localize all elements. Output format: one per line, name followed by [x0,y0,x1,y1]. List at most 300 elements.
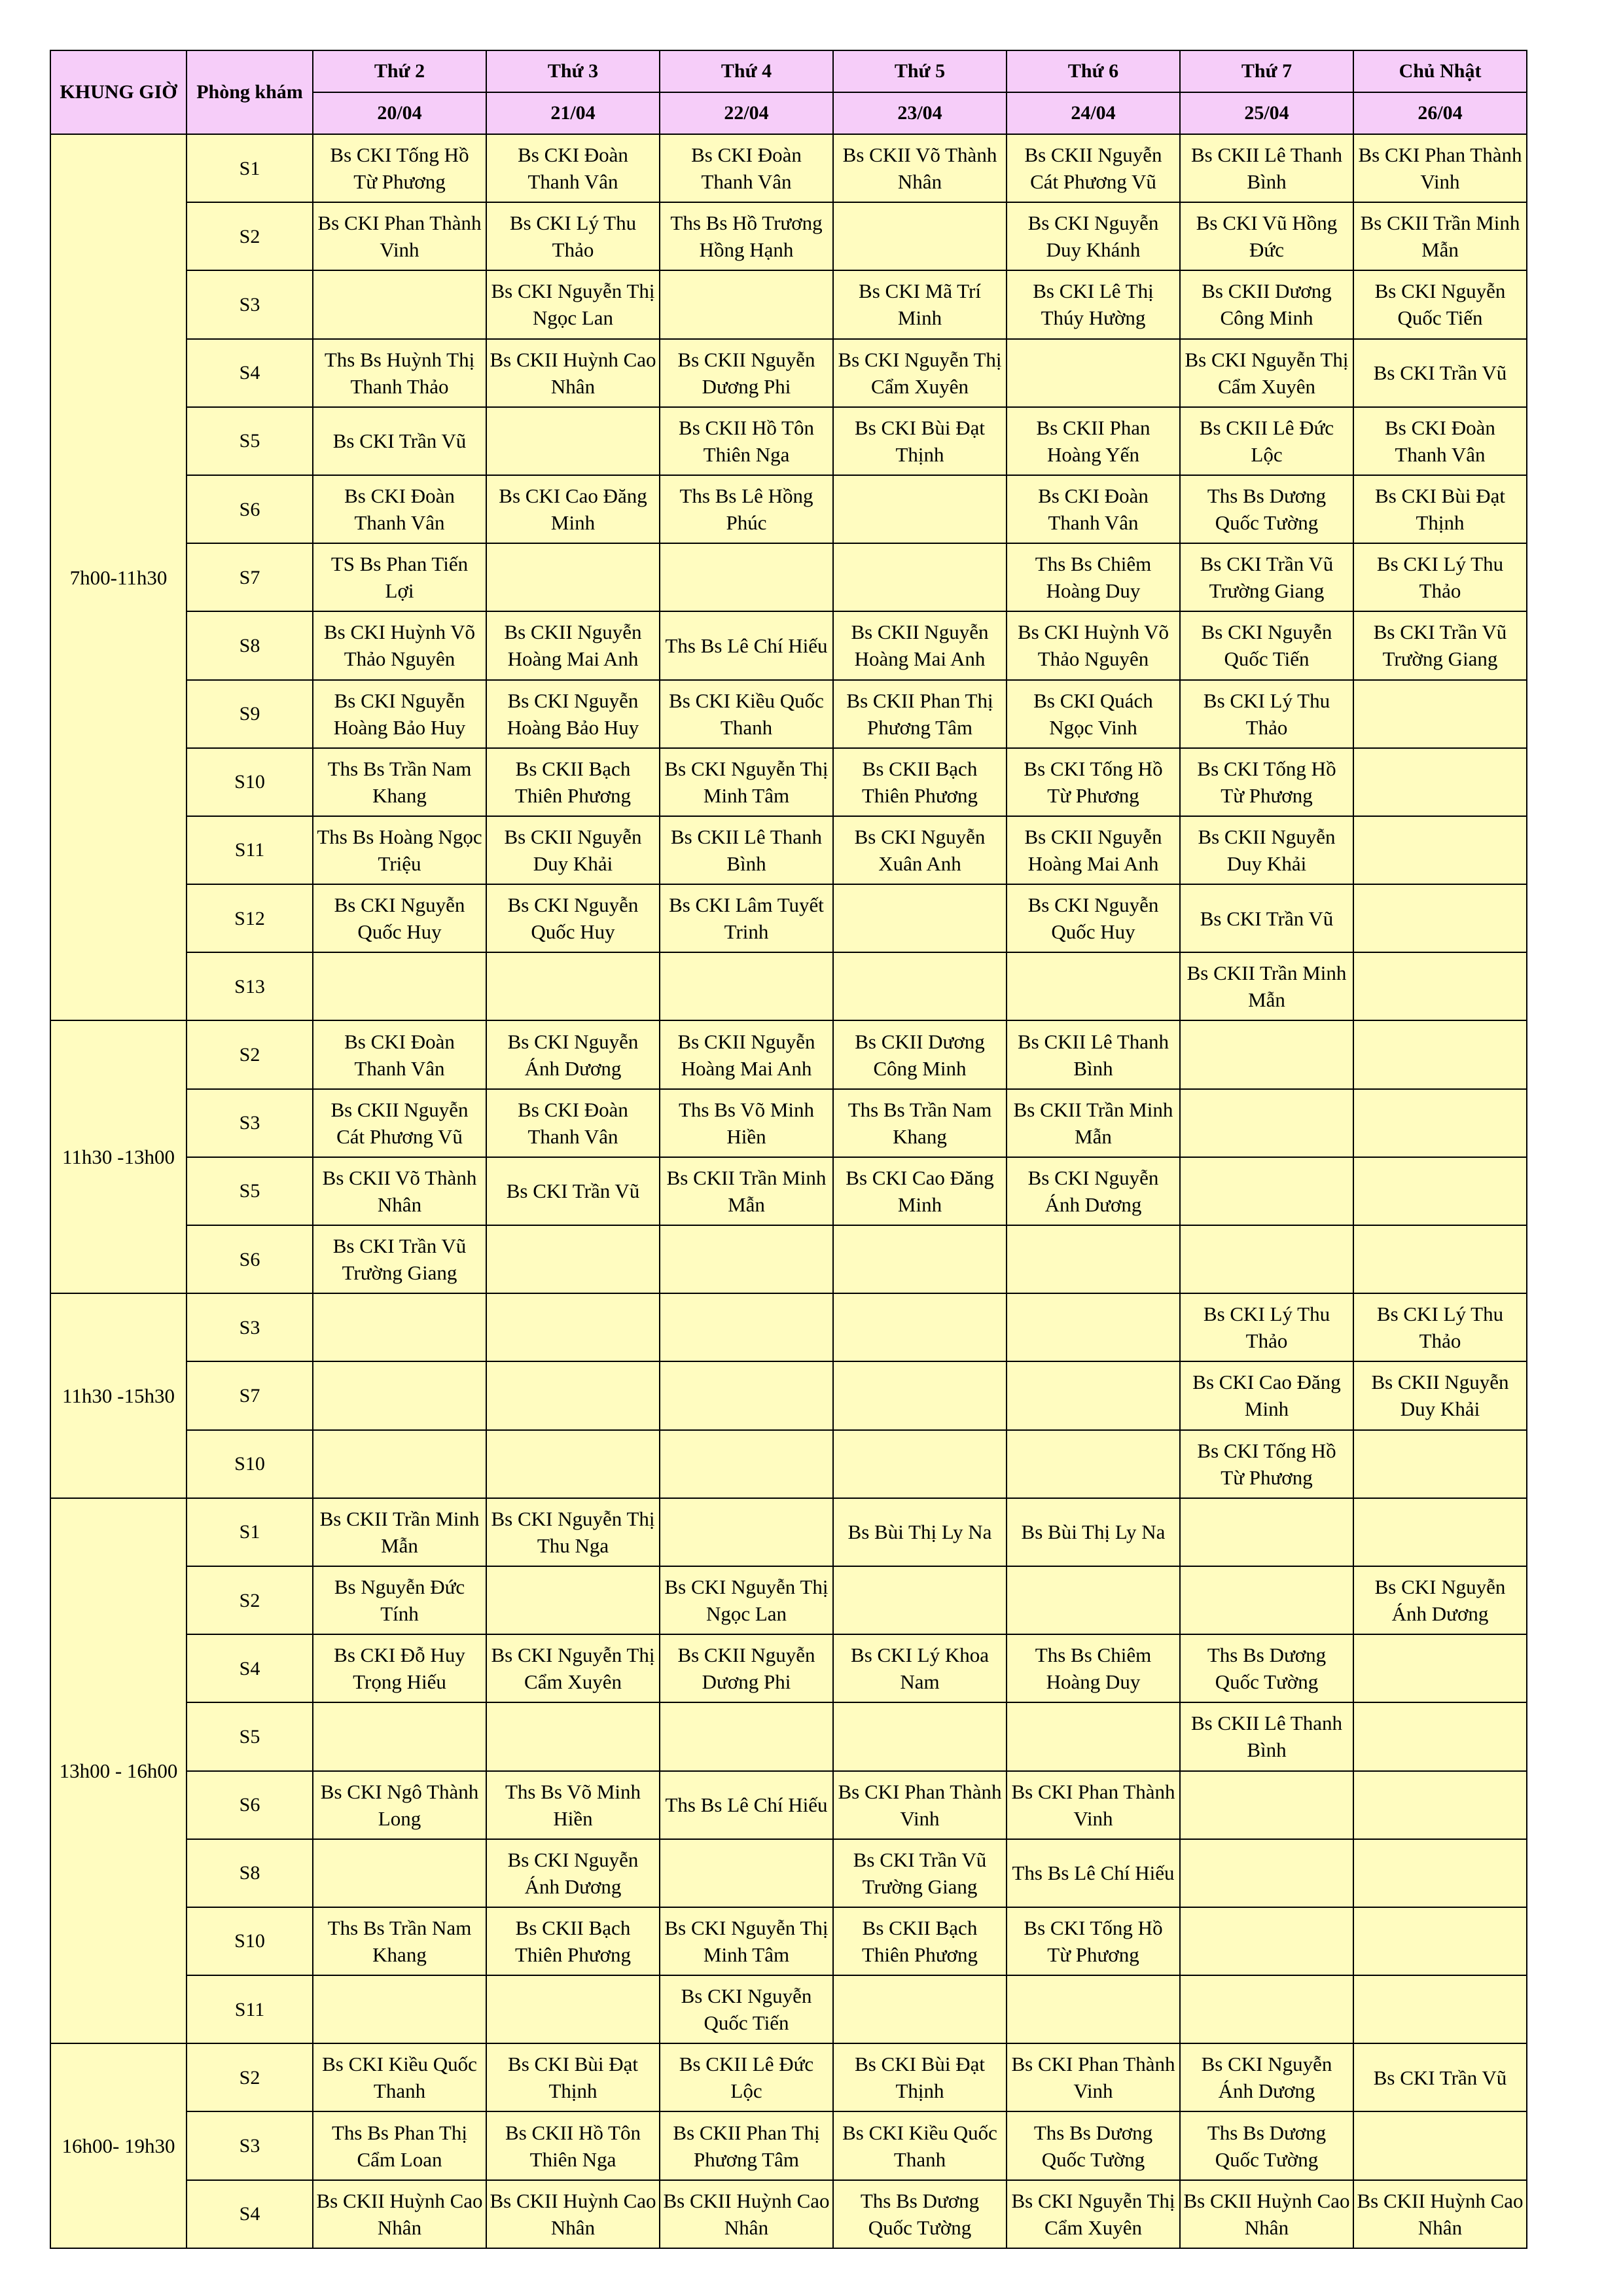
doctor-cell [833,475,1007,543]
day-header-wed: Thứ 4 [660,50,833,92]
doctor-cell: Bs CKI Nguyễn Hoàng Bảo Huy [486,680,660,748]
schedule-row [50,1225,1527,1293]
doctor-cell: Bs CKI Nguyễn Quốc Huy [1007,884,1180,952]
day-header-sat: Thứ 7 [1180,50,1353,92]
doctor-cell: Ths Bs Dương Quốc Tường [1180,475,1353,543]
doctor-cell: Ths Bs Dương Quốc Tường [1180,2111,1353,2179]
doctor-cell [1180,1907,1353,1975]
doctor-cell: Bs CKI Nguyễn Ánh Dương [486,1839,660,1907]
doctor-cell: Bs CKI Trần Vũ [1353,339,1527,407]
doctor-cell [660,1293,833,1361]
doctor-cell: Bs CKII Nguyễn Duy Khải [486,816,660,884]
doctor-cell: Bs CKII Bạch Thiên Phương [486,1907,660,1975]
room-label: S7 [187,543,313,611]
doctor-cell: Bs CKI Cao Đăng Minh [1180,1361,1353,1429]
day-header-thu: Thứ 5 [833,50,1007,92]
doctor-cell: Bs CKII Huỳnh Cao Nhân [313,2180,486,2248]
doctor-cell: Bs CKI Lý Khoa Nam [833,1634,1007,1702]
doctor-cell [1180,1225,1353,1293]
doctor-cell [1007,1361,1180,1429]
doctor-cell [1007,1566,1180,1634]
schedule-row [50,475,1527,543]
doctor-cell: Bs CKI Nguyễn Thị Cẩm Xuyên [1007,2180,1180,2248]
doctor-cell [486,1430,660,1498]
doctor-cell: Bs CKI Đoàn Thanh Vân [486,1089,660,1157]
doctor-cell: Ths Bs Phan Thị Cẩm Loan [313,2111,486,2179]
doctor-cell [486,1293,660,1361]
schedule-row [50,952,1527,1020]
doctor-cell: Bs CKII Trần Minh Mẫn [1353,202,1527,270]
schedule-table [50,50,1527,2249]
room-label: S5 [187,407,313,475]
doctor-cell [1353,1702,1527,1770]
doctor-cell [833,1975,1007,2043]
doctor-cell: Bs CKI Trần Vũ [486,1157,660,1225]
doctor-cell: Bs CKII Lê Thanh Bình [1007,1020,1180,1088]
doctor-cell: Bs CKI Nguyễn Hoàng Bảo Huy [313,680,486,748]
doctor-cell [1007,1225,1180,1293]
doctor-cell [833,202,1007,270]
doctor-cell: Bs CKI Phan Thành Vinh [833,1771,1007,1839]
doctor-cell: Ths Bs Huỳnh Thị Thanh Thảo [313,339,486,407]
doctor-cell: Bs CKII Trần Minh Mẫn [1007,1089,1180,1157]
room-label: S11 [187,816,313,884]
schedule-row [50,816,1527,884]
schedule-row [50,1157,1527,1225]
doctor-cell: Bs CKI Nguyễn Duy Khánh [1007,202,1180,270]
room-label: S4 [187,2180,313,2248]
doctor-cell: Bs CKI Nguyễn Quốc Tiến [660,1975,833,2043]
room-label: S10 [187,748,313,816]
doctor-cell: Ths Bs Lê Chí Hiếu [660,1771,833,1839]
doctor-cell [660,952,833,1020]
doctor-cell: Bs CKI Trần Vũ [1353,2043,1527,2111]
doctor-cell [486,543,660,611]
room-label: S7 [187,1361,313,1429]
doctor-cell [1353,2111,1527,2179]
schedule-row [50,1839,1527,1907]
doctor-cell: Bs CKI Tống Hồ Từ Phương [1180,1430,1353,1498]
room-label: S5 [187,1157,313,1225]
doctor-cell: Bs CKI Bùi Đạt Thịnh [833,2043,1007,2111]
room-label: S4 [187,1634,313,1702]
schedule-row [50,680,1527,748]
doctor-cell [1180,1975,1353,2043]
doctor-cell: Bs CKII Võ Thành Nhân [313,1157,486,1225]
doctor-cell: Bs CKI Bùi Đạt Thịnh [1353,475,1527,543]
schedule-row [50,2180,1527,2248]
doctor-cell: Bs CKI Đoàn Thanh Vân [1353,407,1527,475]
room-label: S3 [187,1293,313,1361]
date-header-tue: 21/04 [486,92,660,134]
doctor-cell: Bs CKI Phan Thành Vinh [313,202,486,270]
doctor-cell [313,1839,486,1907]
phong-kham-header: Phòng khám [187,50,313,134]
doctor-cell: Bs CKI Phan Thành Vinh [1007,2043,1180,2111]
doctor-cell [1353,952,1527,1020]
doctor-cell [1353,748,1527,816]
doctor-cell: Ths Bs Võ Minh Hiền [486,1771,660,1839]
doctor-cell: Bs CKII Nguyễn Duy Khải [1353,1361,1527,1429]
doctor-cell [486,1566,660,1634]
doctor-cell: Bs CKI Đoàn Thanh Vân [313,475,486,543]
room-label: S6 [187,475,313,543]
doctor-cell: Bs CKI Lê Thị Thúy Hường [1007,270,1180,338]
doctor-cell [1353,1907,1527,1975]
doctor-cell: Bs CKI Cao Đăng Minh [833,1157,1007,1225]
schedule-row [50,339,1527,407]
doctor-cell: Bs CKI Trần Vũ Trường Giang [1180,543,1353,611]
doctor-cell: Bs CKI Lý Thu Thảo [1180,1293,1353,1361]
doctor-cell: Ths Bs Lê Chí Hiếu [660,611,833,679]
doctor-cell: Bs CKII Nguyễn Hoàng Mai Anh [833,611,1007,679]
doctor-cell [660,1702,833,1770]
room-label: S8 [187,611,313,679]
day-header-mon: Thứ 2 [313,50,486,92]
doctor-cell: Bs CKII Huỳnh Cao Nhân [486,2180,660,2248]
doctor-cell [313,952,486,1020]
schedule-row [50,611,1527,679]
doctor-cell [486,407,660,475]
doctor-cell [313,270,486,338]
doctor-cell: Bs CKI Huỳnh Võ Thảo Nguyên [1007,611,1180,679]
doctor-cell: Bs CKII Lê Thanh Bình [660,816,833,884]
doctor-cell: Ths Bs Trần Nam Khang [313,748,486,816]
doctor-cell: Bs CKII Phan Thị Phương Tâm [833,680,1007,748]
doctor-cell: Bs CKI Nguyễn Ánh Dương [1007,1157,1180,1225]
doctor-cell: Bs CKII Dương Công Minh [833,1020,1007,1088]
doctor-cell: Bs CKI Ngô Thành Long [313,1771,486,1839]
room-label: S10 [187,1430,313,1498]
date-header-sat: 25/04 [1180,92,1353,134]
doctor-cell: Bs CKI Nguyễn Thị Minh Tâm [660,1907,833,1975]
room-label: S2 [187,1020,313,1088]
doctor-cell [486,1361,660,1429]
doctor-cell [1353,1634,1527,1702]
doctor-cell: Bs CKII Nguyễn Duy Khải [1180,816,1353,884]
doctor-cell: Bs CKI Nguyễn Thị Cẩm Xuyên [1180,339,1353,407]
doctor-cell: Ths Bs Hoàng Ngọc Triệu [313,816,486,884]
room-label: S6 [187,1225,313,1293]
doctor-cell [1180,1157,1353,1225]
schedule-row [50,1702,1527,1770]
doctor-cell: Bs CKI Đoàn Thanh Vân [486,134,660,202]
doctor-cell: Bs CKI Đoàn Thanh Vân [1007,475,1180,543]
doctor-cell: Bs CKII Nguyễn Cát Phương Vũ [1007,134,1180,202]
schedule-row [50,1975,1527,2043]
room-label: S3 [187,270,313,338]
time-slot-label: 7h00-11h30 [50,134,187,1020]
doctor-cell [313,1293,486,1361]
doctor-cell [660,1430,833,1498]
doctor-cell: Bs CKII Phan Hoàng Yến [1007,407,1180,475]
doctor-cell [486,952,660,1020]
doctor-cell: Bs CKI Phan Thành Vinh [1353,134,1527,202]
room-label: S11 [187,1975,313,2043]
doctor-cell [660,543,833,611]
doctor-cell: Ths Bs Dương Quốc Tường [1180,1634,1353,1702]
room-label: S5 [187,1702,313,1770]
doctor-cell [1353,1225,1527,1293]
doctor-cell: Bs CKII Lê Thanh Bình [1180,1702,1353,1770]
doctor-cell: Bs CKI Đoàn Thanh Vân [313,1020,486,1088]
doctor-cell: Bs CKII Dương Công Minh [1180,270,1353,338]
schedule-row [50,1634,1527,1702]
day-header-tue: Thứ 3 [486,50,660,92]
doctor-cell [486,1975,660,2043]
doctor-cell [1353,1975,1527,2043]
room-label: S2 [187,2043,313,2111]
room-label: S6 [187,1771,313,1839]
room-label: S12 [187,884,313,952]
doctor-cell [1353,1089,1527,1157]
doctor-cell: Ths Bs Hồ Trương Hồng Hạnh [660,202,833,270]
doctor-cell: Ths Bs Dương Quốc Tường [833,2180,1007,2248]
schedule-row [50,1498,1527,1566]
doctor-cell: Ths Bs Lê Hồng Phúc [660,475,833,543]
doctor-cell: Bs Bùi Thị Ly Na [833,1498,1007,1566]
doctor-cell: Bs CKII Nguyễn Dương Phi [660,339,833,407]
schedule-row [50,1361,1527,1429]
doctor-cell: Ths Bs Dương Quốc Tường [1007,2111,1180,2179]
doctor-cell: Bs CKI Kiều Quốc Thanh [660,680,833,748]
doctor-cell [660,1498,833,1566]
date-header-wed: 22/04 [660,92,833,134]
doctor-cell: Bs CKI Trần Vũ Trường Giang [313,1225,486,1293]
doctor-cell: Bs CKI Tống Hồ Từ Phương [1180,748,1353,816]
room-label: S3 [187,2111,313,2179]
doctor-cell: Bs CKI Tống Hồ Từ Phương [313,134,486,202]
doctor-cell: Bs CKI Lý Thu Thảo [1353,543,1527,611]
room-label: S3 [187,1089,313,1157]
doctor-cell: Bs CKI Nguyễn Thị Ngọc Lan [486,270,660,338]
doctor-cell [1180,1839,1353,1907]
doctor-cell [1007,1430,1180,1498]
doctor-cell: Bs CKII Nguyễn Hoàng Mai Anh [486,611,660,679]
doctor-cell: Bs CKII Huỳnh Cao Nhân [660,2180,833,2248]
doctor-cell: Bs CKII Trần Minh Mẫn [1180,952,1353,1020]
doctor-cell: Bs CKII Huỳnh Cao Nhân [1180,2180,1353,2248]
doctor-cell: Bs CKII Nguyễn Dương Phi [660,1634,833,1702]
doctor-cell [660,1361,833,1429]
doctor-cell: Bs CKI Tống Hồ Từ Phương [1007,1907,1180,1975]
doctor-cell [833,1566,1007,1634]
doctor-cell: Bs CKII Lê Thanh Bình [1180,134,1353,202]
doctor-cell: Bs CKII Phan Thị Phương Tâm [660,2111,833,2179]
time-slot-label: 11h30 -13h00 [50,1020,187,1293]
doctor-cell: Bs CKI Tống Hồ Từ Phương [1007,748,1180,816]
room-label: S1 [187,1498,313,1566]
doctor-cell [833,543,1007,611]
doctor-cell: Bs CKII Trần Minh Mẫn [660,1157,833,1225]
doctor-cell: Bs CKI Lý Thu Thảo [486,202,660,270]
doctor-cell: Bs CKI Phan Thành Vinh [1007,1771,1180,1839]
room-label: S2 [187,1566,313,1634]
doctor-cell [833,952,1007,1020]
doctor-cell: Bs CKI Trần Vũ Trường Giang [1353,611,1527,679]
doctor-cell [660,1225,833,1293]
doctor-cell [660,1839,833,1907]
doctor-cell: Bs CKI Nguyễn Thị Minh Tâm [660,748,833,816]
doctor-cell [1180,1020,1353,1088]
doctor-cell: Bs CKI Bùi Đạt Thịnh [486,2043,660,2111]
schedule-row [50,1020,1527,1088]
schedule-row [50,2043,1527,2111]
doctor-cell: Bs CKII Bạch Thiên Phương [833,1907,1007,1975]
doctor-cell [1353,1839,1527,1907]
time-slot-label: 16h00- 19h30 [50,2043,187,2248]
schedule-row [50,2111,1527,2179]
schedule-row [50,270,1527,338]
khung-gio-header: KHUNG GIỜ [50,50,187,134]
doctor-cell: Bs CKII Lê Đức Lộc [1180,407,1353,475]
doctor-cell [833,1361,1007,1429]
doctor-cell [1353,1430,1527,1498]
schedule-row [50,884,1527,952]
doctor-cell: Bs CKII Lê Đức Lộc [660,2043,833,2111]
doctor-cell [1353,816,1527,884]
doctor-cell: Bs CKI Mã Trí Minh [833,270,1007,338]
room-label: S8 [187,1839,313,1907]
doctor-cell [1353,1498,1527,1566]
doctor-cell: Bs CKI Nguyễn Thị Ngọc Lan [660,1566,833,1634]
doctor-cell [1353,680,1527,748]
doctor-cell [1353,1771,1527,1839]
doctor-cell [1007,1293,1180,1361]
doctor-cell [1180,1771,1353,1839]
time-slot-label: 13h00 - 16h00 [50,1498,187,2044]
doctor-cell [313,1361,486,1429]
doctor-cell: Bs CKII Nguyễn Cát Phương Vũ [313,1089,486,1157]
doctor-cell: Bs CKI Cao Đăng Minh [486,475,660,543]
doctor-cell: Bs CKI Bùi Đạt Thịnh [833,407,1007,475]
doctor-cell: Bs CKI Đoàn Thanh Vân [660,134,833,202]
doctor-cell: Ths Bs Chiêm Hoàng Duy [1007,1634,1180,1702]
doctor-cell: Ths Bs Võ Minh Hiền [660,1089,833,1157]
doctor-cell [1007,952,1180,1020]
doctor-cell [1007,1975,1180,2043]
room-label: S4 [187,339,313,407]
doctor-cell [1353,1020,1527,1088]
doctor-cell [313,1975,486,2043]
doctor-cell [313,1430,486,1498]
doctor-cell: Bs CKII Hồ Tôn Thiên Nga [486,2111,660,2179]
doctor-cell: Bs CKI Nguyễn Thị Cẩm Xuyên [833,339,1007,407]
time-slot-label: 11h30 -15h30 [50,1293,187,1498]
doctor-cell: Bs CKII Huỳnh Cao Nhân [1353,2180,1527,2248]
doctor-cell: Bs CKI Lâm Tuyết Trinh [660,884,833,952]
room-label: S10 [187,1907,313,1975]
doctor-cell: Bs Nguyễn Đức Tính [313,1566,486,1634]
doctor-cell [313,1702,486,1770]
doctor-cell [660,270,833,338]
doctor-cell [1180,1498,1353,1566]
room-label: S1 [187,134,313,202]
doctor-cell: Ths Bs Chiêm Hoàng Duy [1007,543,1180,611]
doctor-cell [1353,884,1527,952]
doctor-cell: Bs CKI Nguyễn Quốc Tiến [1353,270,1527,338]
doctor-cell: Bs CKI Nguyễn Ánh Dương [1180,2043,1353,2111]
date-header-mon: 20/04 [313,92,486,134]
doctor-cell: Bs CKI Trần Vũ [313,407,486,475]
doctor-cell: Bs CKI Trần Vũ [1180,884,1353,952]
schedule-row [50,1566,1527,1634]
doctor-cell [486,1225,660,1293]
schedule-row [50,543,1527,611]
doctor-cell [1007,339,1180,407]
room-label: S13 [187,952,313,1020]
doctor-cell: Bs CKI Nguyễn Thị Thu Nga [486,1498,660,1566]
doctor-cell: Bs CKII Bạch Thiên Phương [486,748,660,816]
date-header-thu: 23/04 [833,92,1007,134]
doctor-cell: Bs CKI Lý Thu Thảo [1180,680,1353,748]
doctor-cell [1353,1157,1527,1225]
day-header-sun: Chủ Nhật [1353,50,1527,92]
doctor-cell: Bs CKI Kiều Quốc Thanh [313,2043,486,2111]
doctor-cell: Bs CKI Kiều Quốc Thanh [833,2111,1007,2179]
doctor-cell: Bs CKI Nguyễn Thị Cẩm Xuyên [486,1634,660,1702]
doctor-cell: Bs CKI Nguyễn Quốc Huy [313,884,486,952]
schedule-row [50,1907,1527,1975]
schedule-row [50,1771,1527,1839]
doctor-cell: Bs Bùi Thị Ly Na [1007,1498,1180,1566]
doctor-cell: Bs CKII Trần Minh Mẫn [313,1498,486,1566]
doctor-cell [833,1293,1007,1361]
doctor-cell: Bs CKII Hồ Tôn Thiên Nga [660,407,833,475]
schedule-row [50,407,1527,475]
doctor-cell: Bs CKI Nguyễn Ánh Dương [486,1020,660,1088]
day-header-fri: Thứ 6 [1007,50,1180,92]
doctor-cell [486,1702,660,1770]
date-header-fri: 24/04 [1007,92,1180,134]
doctor-cell: Bs CKI Lý Thu Thảo [1353,1293,1527,1361]
doctor-cell: Bs CKI Đỗ Huy Trọng Hiếu [313,1634,486,1702]
date-header-sun: 26/04 [1353,92,1527,134]
doctor-cell [1180,1566,1353,1634]
doctor-cell: Bs CKI Nguyễn Xuân Anh [833,816,1007,884]
schedule-row [50,134,1527,202]
doctor-cell [833,1430,1007,1498]
doctor-cell: Ths Bs Trần Nam Khang [313,1907,486,1975]
room-label: S9 [187,680,313,748]
schedule-row [50,202,1527,270]
doctor-cell: Ths Bs Lê Chí Hiếu [1007,1839,1180,1907]
doctor-cell: TS Bs Phan Tiến Lợi [313,543,486,611]
doctor-cell: Bs CKII Nguyễn Hoàng Mai Anh [660,1020,833,1088]
schedule-body [50,134,1527,2248]
doctor-cell: Bs CKI Trần Vũ Trường Giang [833,1839,1007,1907]
doctor-cell [833,1225,1007,1293]
doctor-cell: Bs CKI Nguyễn Quốc Tiến [1180,611,1353,679]
doctor-cell: Bs CKI Vũ Hồng Đức [1180,202,1353,270]
doctor-cell: Bs CKII Bạch Thiên Phương [833,748,1007,816]
doctor-cell: Ths Bs Trần Nam Khang [833,1089,1007,1157]
doctor-cell: Bs CKI Nguyễn Quốc Huy [486,884,660,952]
schedule-row [50,1293,1527,1361]
doctor-cell [1180,1089,1353,1157]
doctor-cell: Bs CKI Quách Ngọc Vinh [1007,680,1180,748]
room-label: S2 [187,202,313,270]
doctor-cell [833,1702,1007,1770]
doctor-cell: Bs CKI Huỳnh Võ Thảo Nguyên [313,611,486,679]
doctor-cell: Bs CKI Nguyễn Ánh Dương [1353,1566,1527,1634]
doctor-cell [1007,1702,1180,1770]
doctor-cell: Bs CKII Huỳnh Cao Nhân [486,339,660,407]
schedule-row [50,748,1527,816]
doctor-cell: Bs CKII Nguyễn Hoàng Mai Anh [1007,816,1180,884]
doctor-cell: Bs CKII Võ Thành Nhân [833,134,1007,202]
schedule-row [50,1430,1527,1498]
